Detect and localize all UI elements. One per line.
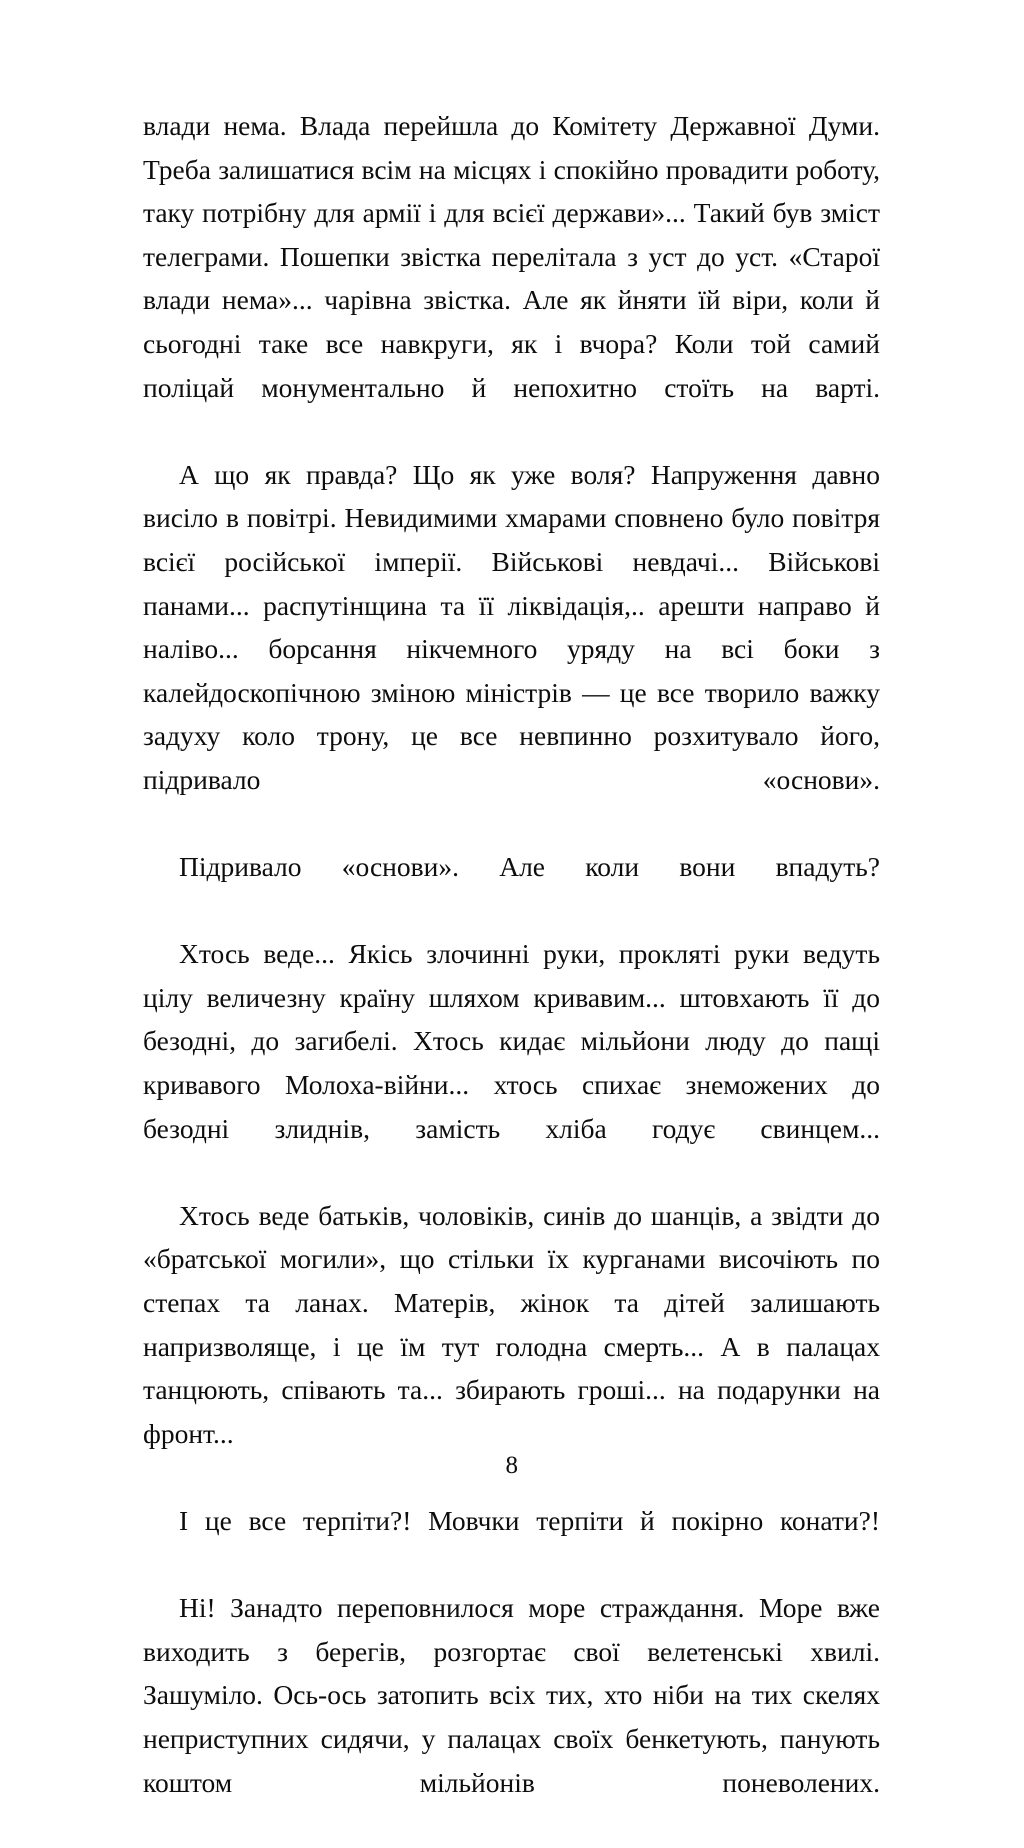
paragraph: влади нема. Влада перейшла до Комітету Державної Думи. Треба залишатися всім на місцях і спокійно провадити роботу, таку потрібну для армії і для всієї держави»... Такий був зміст телеграми. Пошепки звістка перелітала з уст до уст. «Старої влади нема»... чарівна звістка. Але як йняти їй віри, коли й сьогодні таке все навкруги, як і вчора? Коли той самий поліцай монументально й непохитно стоїть на варті. bbox=[143, 110, 880, 403]
page-body-text bbox=[143, 104, 880, 1848]
paragraph: Хтось веде... Якісь злочинні руки, прокляті руки ведуть цілу величезну країну шляхом кривавим... штовхають її до безодні, до загибелі. Хтось кидає мільйони люду до пащі кривавого Молоха-війни... хтось спихає знеможених до безодні злиднів, замість хліба годує свинцем... bbox=[143, 938, 880, 1144]
paragraph: Ні! Занадто переповнилося море страждання. Море вже виходить з берегів, розгортає свої велетенські хвилі. Зашуміло. Ось-ось затопить всіх тих, хто ніби на тих скелях неприступних сидячи, у палацах своїх бенкетують, панують коштом мільйонів поневолених. bbox=[143, 1592, 880, 1798]
paragraph: А що як правда? Що як уже воля? Напруження давно висіло в повітрі. Невидимими хмарами сповнено було повітря всієї російської імперії. Військові невдачі... Військові панами... распутінщина та її ліквідація,.. арешти направо й наліво... борсання нікчемного уряду на всі боки з калейдоскопічною зміною міністрів — це все творило важку задуху коло трону, це все невпинно розхитувало його, підривало «основи». bbox=[143, 458, 880, 795]
paragraph: Підривало «основи». Але коли вони впадуть? bbox=[179, 851, 880, 883]
paragraph: І це все терпіти?! Мовчки терпіти й покірно конати?! bbox=[179, 1505, 880, 1536]
page-number: 8 bbox=[505, 1452, 519, 1479]
paragraph: Хтось веде батьків, чоловіків, синів до шанців, а звідти до «братської могили», що стільки їх курганами височіють по степах та ланах. Матерів, жінок та дітей залишають напризволяще, і це їм тут голодна смерть... А в палацах танцюють, співають та... збирають гроші... на подарунки на фронт... bbox=[143, 1199, 880, 1449]
